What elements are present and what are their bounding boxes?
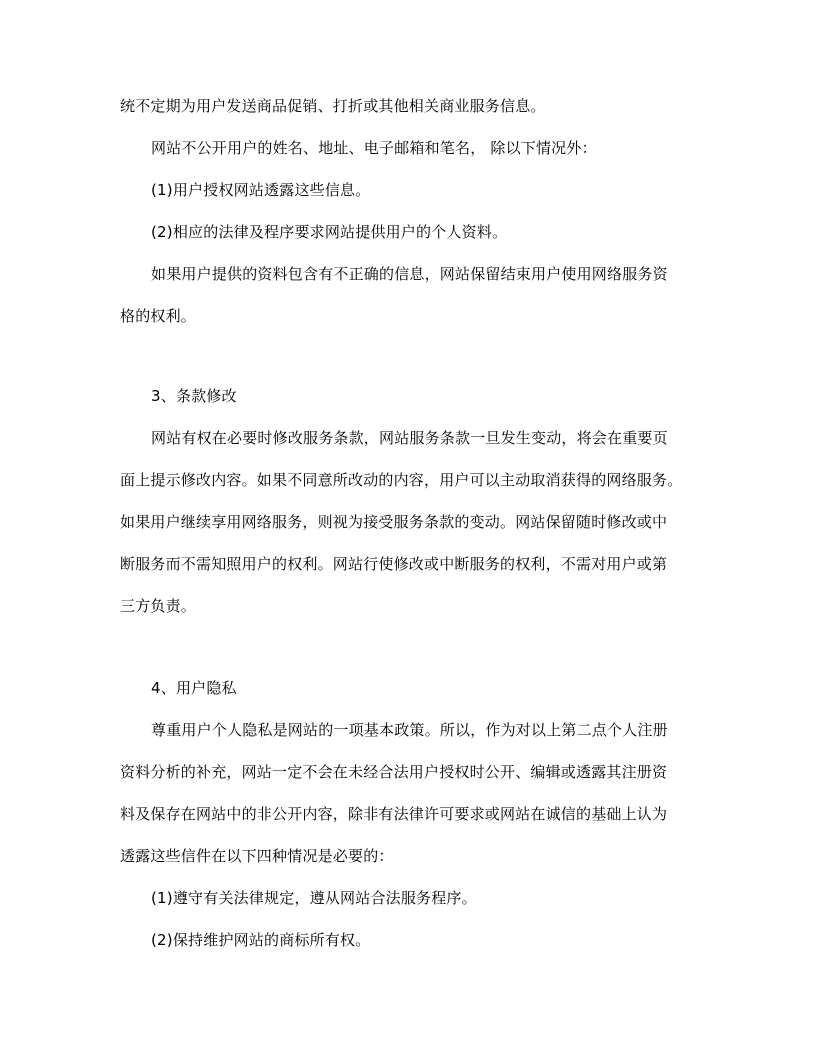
- list-item: (2)相应的法律及程序要求网站提供用户的个人资料。: [151, 223, 508, 241]
- paragraph-line: 如果用户提供的资料包含有不正确的信息，网站保留结束用户使用网络服务资: [151, 265, 668, 283]
- list-item: (2)保持维护网站的商标所有权。: [151, 931, 371, 949]
- paragraph-line: 料及保存在网站中的非公开内容，除非有法律许可要求或网站在诚信的基础上认为: [120, 805, 668, 823]
- paragraph-line: 网站不公开用户的姓名、地址、电子邮箱和笔名， 除以下情况外：: [151, 139, 597, 157]
- paragraph-line: 资料分析的补充，网站一定不会在未经合法用户授权时公开、编辑或透露其注册资: [120, 763, 668, 781]
- paragraph-line: 网站有权在必要时修改服务条款，网站服务条款一旦发生变动，将会在重要页: [151, 429, 668, 447]
- list-item: (1)遵守有关法律规定，遵从网站合法服务程序。: [151, 889, 477, 907]
- paragraph-line: 面上提示修改内容。如果不同意所改动的内容，用户可以主动取消获得的网络服务。: [120, 471, 683, 489]
- paragraph-line: 格的权利。: [120, 307, 197, 325]
- paragraph-line: 尊重用户个人隐私是网站的一项基本政策。所以，作为对以上第二点个人注册: [151, 721, 668, 739]
- paragraph-line: 透露这些信件在以下四种情况是必要的：: [120, 847, 394, 865]
- section-heading: 3、条款修改: [151, 387, 237, 405]
- section-heading: 4、用户隐私: [151, 679, 237, 697]
- paragraph-line: 统不定期为用户发送商品促销、打折或其他相关商业服务信息。: [120, 97, 546, 115]
- paragraph-line: 三方负责。: [120, 597, 197, 615]
- list-item: (1)用户授权网站透露这些信息。: [151, 181, 371, 199]
- paragraph-line: 断服务而不需知照用户的权利。网站行使修改或中断服务的权利，不需对用户或第: [120, 555, 668, 573]
- paragraph-line: 如果用户继续享用网络服务，则视为接受服务条款的变动。网站保留随时修改或中: [120, 513, 668, 531]
